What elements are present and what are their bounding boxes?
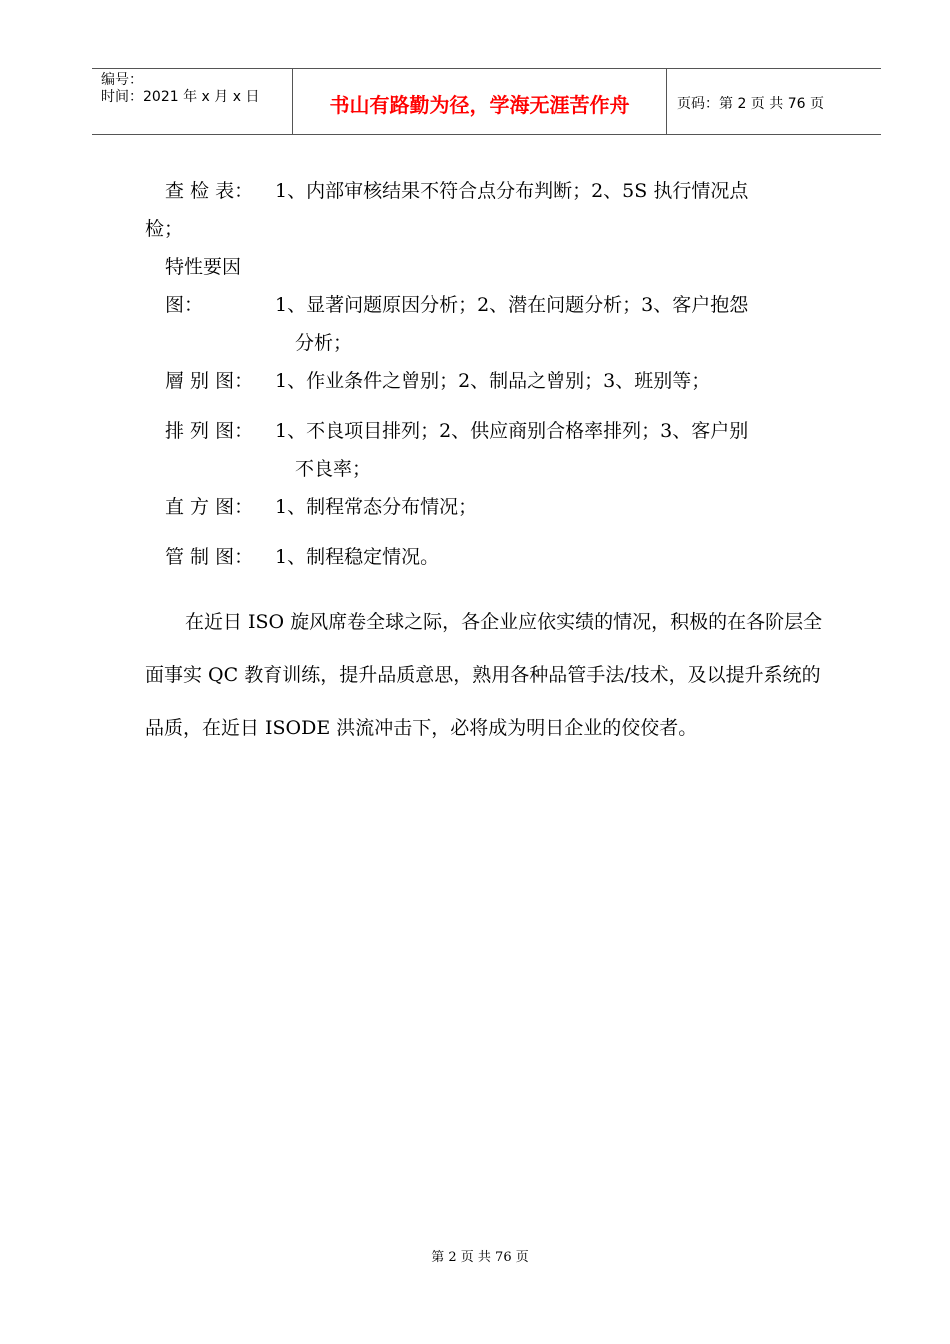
tool-text: 1、制程常态分布情况；	[275, 496, 478, 518]
tool-row-histogram	[145, 488, 835, 526]
time-label: 时间：2021 年 x 月 x 日	[101, 89, 260, 105]
tool-row-stratification	[145, 362, 835, 400]
tool-text: 1、不良项目排列；2、供应商别合格率排列；3、客户别	[275, 420, 749, 442]
page-footer: 第 2 页 共 76 页	[431, 1250, 529, 1265]
document-body	[145, 172, 835, 755]
header-motto: 书山有路勤为径，学海无涯苦作舟	[293, 69, 667, 134]
number-label: 编号：	[101, 72, 143, 88]
tool-label: 特性要因图：	[165, 256, 242, 316]
body-paragraph: 在近日 ISO 旋风席卷全球之际，各企业应依实绩的情况，积极的在各阶层全面事实 QC 教育训练，提升品质意思，熟用各种品管手法/技术，及以提升系统的品质，在近日 ISODE 洪流冲击下，必将成为明日企业的佼佼者。	[145, 611, 823, 739]
tool-text: 1、作业条件之曾别；2、制品之曾别；3、班别等；	[275, 370, 711, 392]
tool-row-pareto	[145, 412, 835, 450]
tool-text: 1、显著问题原因分析；2、潜在问题分析；3、客户抱怨	[275, 294, 749, 316]
tool-label: 排 列 图：	[165, 420, 254, 442]
tool-label: 查 检 表：	[165, 180, 254, 202]
tool-wrap: 检；	[145, 218, 184, 240]
tool-row-fishbone	[145, 248, 835, 324]
page-header	[92, 68, 881, 135]
tool-text: 1、内部审核结果不符合点分布判断；2、5S 执行情况点	[275, 180, 749, 202]
tool-continuation: 分析；	[295, 332, 353, 354]
tool-label: 直 方 图：	[165, 496, 254, 518]
tool-row-control-chart	[145, 538, 835, 576]
header-page-info: 页码：第 2 页 共 76 页	[677, 95, 824, 112]
tool-label: 層 别 图：	[165, 370, 254, 392]
header-meta	[92, 69, 293, 134]
tool-label: 管 制 图：	[165, 546, 254, 568]
tool-text: 1、制程稳定情况。	[275, 546, 440, 568]
tool-continuation: 不良率；	[295, 458, 372, 480]
tool-row-checklist	[145, 172, 835, 210]
